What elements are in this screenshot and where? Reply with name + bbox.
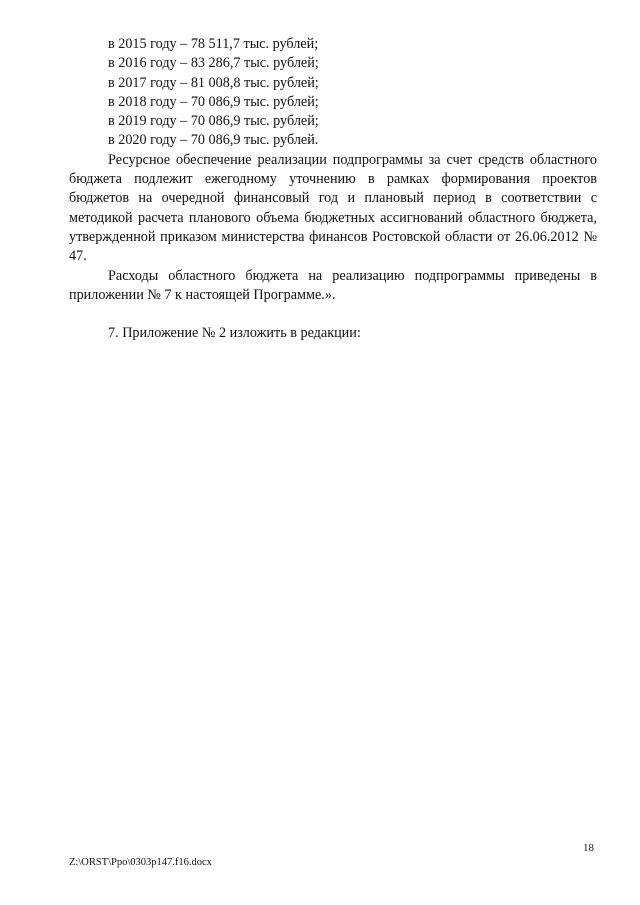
file-path-footer: Z:\ORST\Ppo\0303p147.f16.docx [69, 857, 212, 868]
funding-line-2020: в 2020 году – 70 086,9 тыс. рублей. [108, 132, 319, 149]
item-7-heading: 7. Приложение № 2 изложить в редакции: [108, 325, 361, 342]
funding-line-2019: в 2019 году – 70 086,9 тыс. рублей; [108, 113, 319, 130]
funding-line-2018: в 2018 году – 70 086,9 тыс. рублей; [108, 93, 319, 110]
funding-line-2015: в 2015 году – 78 511,7 тыс. рублей; [108, 36, 319, 52]
paragraph-expenses: Расходы областного бюджета на реализацию подпрограммы приведены в приложении № 7 к настоящей Программе.». [69, 267, 597, 303]
funding-line-2016: в 2016 году – 83 286,7 тыс. рублей; [108, 55, 319, 72]
funding-line-2017: в 2017 году – 81 008,8 тыс. рублей; [108, 74, 319, 91]
page-number: 18 [583, 842, 594, 854]
paragraph-gap [69, 305, 597, 324]
document-body [69, 35, 597, 343]
paragraph-resources: Ресурсное обеспечение реализации подпрограммы за счет средств областного бюджета подлежит ежегодному уточнению в рамках формирования проектов бюджетов на очередной финансовый год и плановый период в соответствии с методикой расчета планового объема бюджетных ассигнований областного бюджета, утвержденной приказом министерства финансов Ростовской области от 26.06.2012 № 47. [69, 151, 597, 265]
